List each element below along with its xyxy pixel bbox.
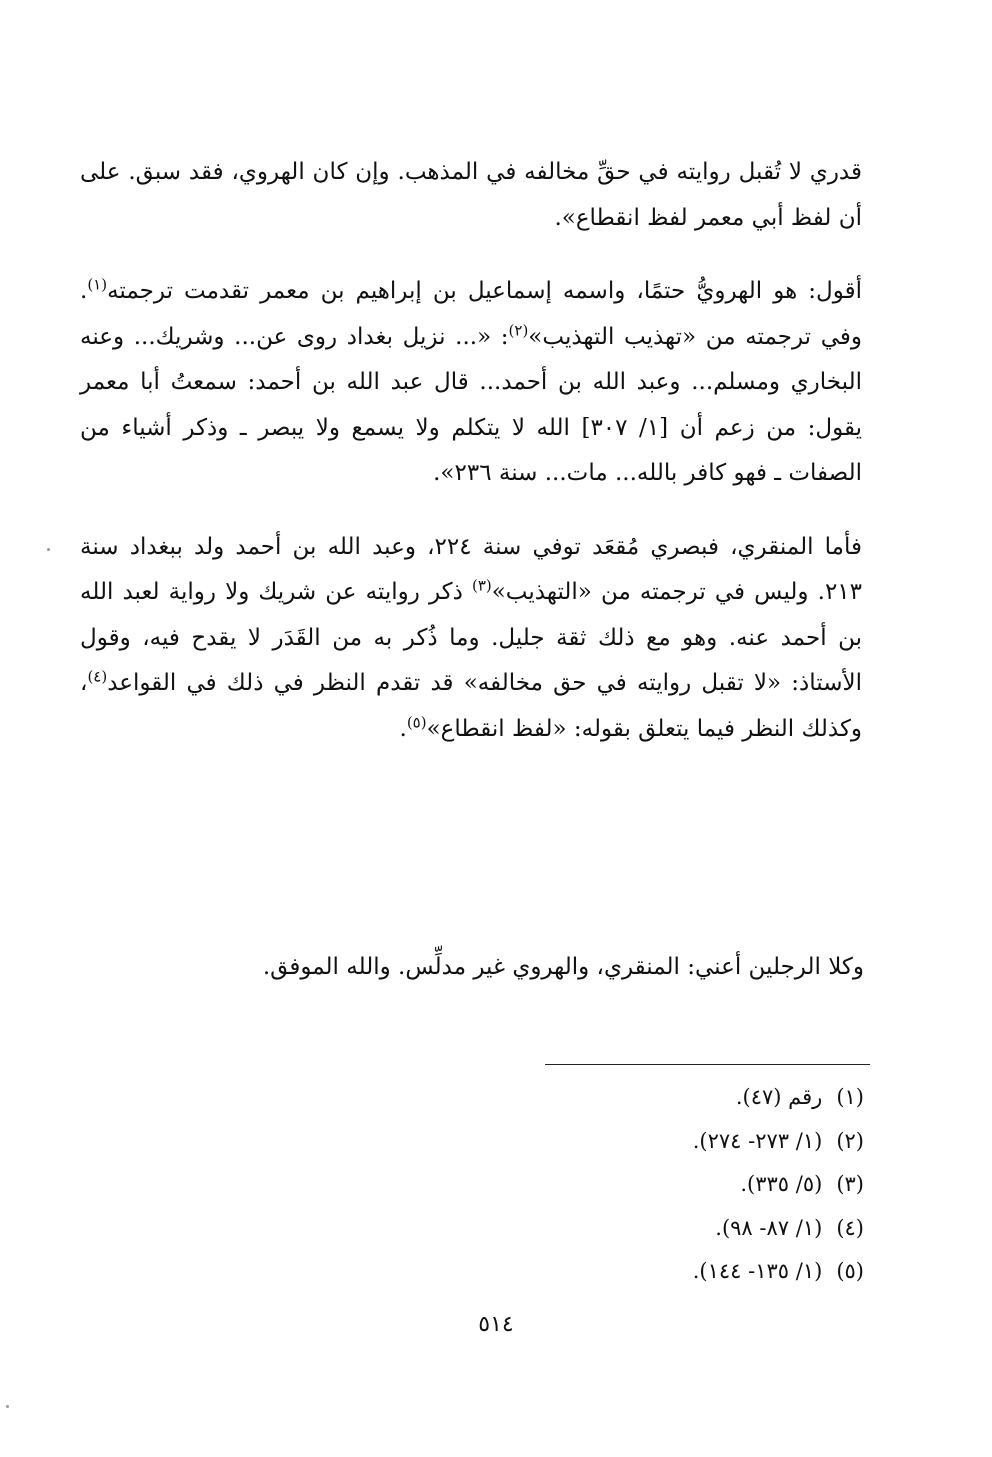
paragraph-text: ، وكذلك النظر فيما يتعلق بقوله: «لفظ انقطاع» bbox=[80, 670, 862, 742]
page-number: ٥١٤ bbox=[478, 1312, 514, 1337]
footnote-ref-2[interactable]: (٢) bbox=[508, 320, 529, 339]
footnote-number: (٣) bbox=[836, 1172, 864, 1196]
paragraph-text: فأما المنقري، فبصري مُقعَد توفي سنة ٢٢٤، وعبد الله بن أحمد ولد ببغداد سنة ٢١٣. وليس في ترجمته من «التهذيب» bbox=[80, 533, 862, 605]
footnote-2 bbox=[693, 1120, 864, 1164]
footnote-divider bbox=[545, 1064, 870, 1065]
paragraph-text: أقول: هو الهرويُّ حتمًا، واسمه إسماعيل بن إبراهيم بن معمر تقدمت ترجمته bbox=[107, 278, 862, 304]
footnote-number: (٤) bbox=[836, 1215, 864, 1240]
footnote-1 bbox=[693, 1076, 864, 1120]
paragraph-1 bbox=[80, 150, 862, 241]
paragraph-text: . وفي ترجمته من «تهذيب التهذيب» bbox=[80, 278, 862, 350]
footnote-ref-1[interactable]: (١) bbox=[87, 275, 108, 294]
footnotes bbox=[693, 1076, 864, 1294]
footnote-3 bbox=[693, 1163, 864, 1207]
footnote-text: رقم (٤٧). bbox=[735, 1085, 823, 1109]
margin-dot bbox=[6, 1405, 9, 1408]
footnote-4 bbox=[693, 1207, 864, 1251]
footnote-ref-4[interactable]: (٤) bbox=[87, 667, 108, 686]
footnote-number: (١) bbox=[836, 1085, 864, 1109]
closing-line: وكلا الرجلين أعني: المنقري، والهروي غير مدلِّس. والله الموفق. bbox=[262, 954, 864, 980]
footnote-text: (١/ ٨٧- ٩٨). bbox=[715, 1215, 823, 1240]
footnote-text: (٥/ ٣٣٥). bbox=[740, 1172, 823, 1196]
footnote-ref-5[interactable]: (٥) bbox=[406, 712, 427, 731]
paragraph-text: : «... نزيل بغداد روى عن... وشريك... وعنه البخاري ومسلم... وعبد الله بن أحمد... قال عبد الله بن أحمد: سمعتُ أبا معمر يقول: من زعم أن [١/ ٣٠٧] الله لا يتكلم ولا يسمع ولا يبصر ـ وذكر أشياء من الصفات ـ فهو كافر بالله... مات... سنة ٢٣٦». bbox=[80, 323, 863, 486]
paragraph-3 bbox=[80, 525, 862, 753]
footnote-text: (١/ ١٣٥- ١٤٤). bbox=[692, 1259, 823, 1283]
paragraph-text: قدري لا تُقبل روايته في حقِّ مخالفه في المذهب. وإن كان الهروي، فقد سبق. على أن لفظ أبي معمر لفظ انقطاع». bbox=[80, 159, 862, 231]
footnote-text: (١/ ٢٧٣- ٢٧٤). bbox=[692, 1128, 823, 1153]
footnote-number: (٥) bbox=[836, 1259, 864, 1283]
paragraph-2 bbox=[80, 269, 862, 497]
main-text bbox=[80, 150, 862, 752]
margin-dot bbox=[47, 548, 50, 551]
paragraph-text: ذكر روايته عن شريك ولا رواية لعبد الله بن أحمد عنه. وهو مع ذلك ثقة جليل. وما ذُكر به من القَدَر لا يقدح فيه، وقول الأستاذ: «لا تقبل روايته في حق مخالفه» قد تقدم النظر في ذلك في القواعد bbox=[80, 579, 862, 696]
footnote-ref-3[interactable]: (٣) bbox=[471, 576, 492, 595]
footnote-5 bbox=[693, 1250, 864, 1294]
footnote-number: (٢) bbox=[836, 1128, 864, 1153]
paragraph-text: . bbox=[399, 715, 407, 742]
